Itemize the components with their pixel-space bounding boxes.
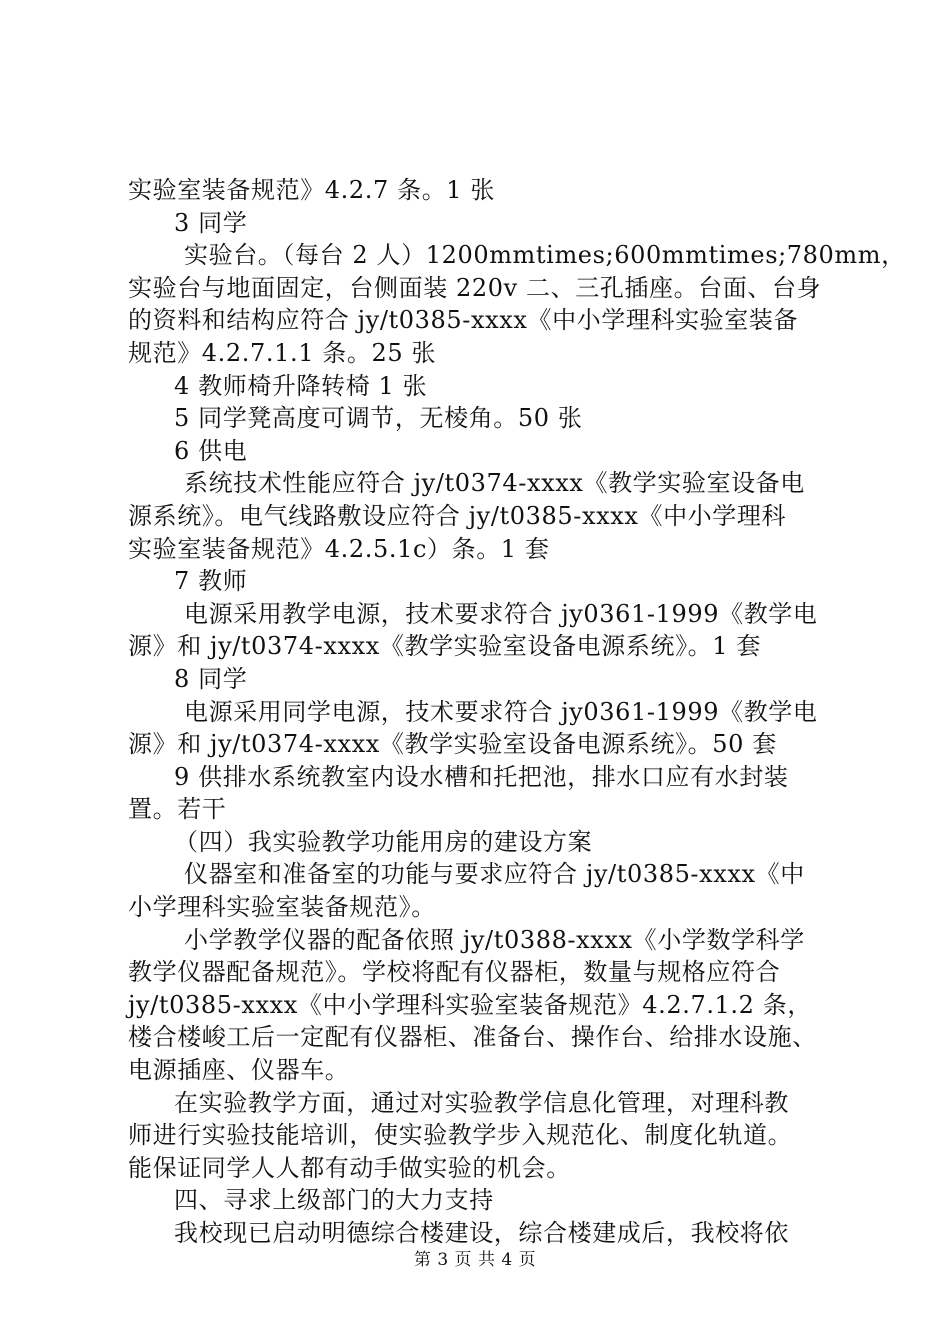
- text-line: 源》和 jy/t0374-xxxx《教学实验室设备电源系统》。50 套: [128, 730, 777, 759]
- text-line: 楼合楼峻工后一定配有仪器柜、准备台、操作台、给排水设施、: [128, 1023, 817, 1052]
- text-line: 四、寻求上级部门的大力支持: [174, 1186, 494, 1215]
- text-line: 实验室装备规范》4.2.7 条。1 张: [128, 176, 495, 204]
- text-line: 源系统》。电气线路敷设应符合 jy/t0385-xxxx《中小学理科: [128, 501, 787, 530]
- document-body: [0, 174, 950, 1250]
- text-line: jy/t0385-xxxx《中小学理科实验室装备规范》4.2.7.1.2 条，: [128, 990, 812, 1019]
- text-line: 9 供排水系统教室内设水槽和托把池，排水口应有水封装: [174, 762, 789, 791]
- text-line: 在实验教学方面，通过对实验教学信息化管理，对理科教: [174, 1088, 789, 1117]
- text-line: 5 同学凳高度可调节，无棱角。50 张: [174, 404, 583, 433]
- text-line: 电源采用教学电源，技术要求符合 jy0361-1999《教学电: [184, 599, 818, 628]
- text-line: 的资料和结构应符合 jy/t0385-xxxx《中小学理科实验室装备: [128, 306, 799, 335]
- text-line: 教学仪器配备规范》。学校将配有仪器柜，数量与规格应符合: [128, 958, 781, 987]
- text-line: 源》和 jy/t0374-xxxx《教学实验室设备电源系统》。1 套: [128, 632, 761, 661]
- text-line: 置。若干: [128, 795, 227, 824]
- text-line: 6 供电: [174, 436, 248, 465]
- text-line: 小学教学仪器的配备依照 jy/t0388-xxxx《小学数学科学: [184, 925, 805, 954]
- text-line: 实验台与地面固定，台侧面装 220v 二、三孔插座。台面、台身: [128, 273, 822, 302]
- text-line: 4 教师椅升降转椅 1 张: [174, 371, 428, 400]
- text-line: 规范》4.2.7.1.1 条。25 张: [128, 338, 437, 367]
- text-line: 7 教师: [174, 567, 248, 596]
- text-line: 8 同学: [174, 664, 248, 693]
- text-line: 系统技术性能应符合 jy/t0374-xxxx《教学实验室设备电: [184, 469, 805, 498]
- text-line: 仪器室和准备室的功能与要求应符合 jy/t0385-xxxx《中: [184, 860, 805, 889]
- text-line: 电源采用同学电源，技术要求符合 jy0361-1999《教学电: [184, 697, 818, 726]
- text-line: 实验室装备规范》4.2.5.1c）条。1 套: [128, 534, 550, 563]
- text-line: 3 同学: [174, 208, 248, 237]
- text-line: 电源插座、仪器车。: [128, 1056, 350, 1085]
- text-line: 我校现已启动明德综合楼建设，综合楼建成后，我校将依: [174, 1219, 789, 1247]
- text-line: 实验台。（每台 2 人）1200mmtimes;600mmtimes;780mm，: [184, 241, 906, 270]
- text-line: 小学理科实验室装备规范》。: [128, 893, 436, 922]
- page-footer: 第 3 页 共 4 页: [413, 1250, 537, 1270]
- text-line: 能保证同学人人都有动手做实验的机会。: [128, 1153, 571, 1182]
- text-line: 师进行实验技能培训，使实验教学步入规范化、制度化轨道。: [128, 1121, 793, 1150]
- text-line: （四）我实验教学功能用房的建设方案: [174, 827, 593, 856]
